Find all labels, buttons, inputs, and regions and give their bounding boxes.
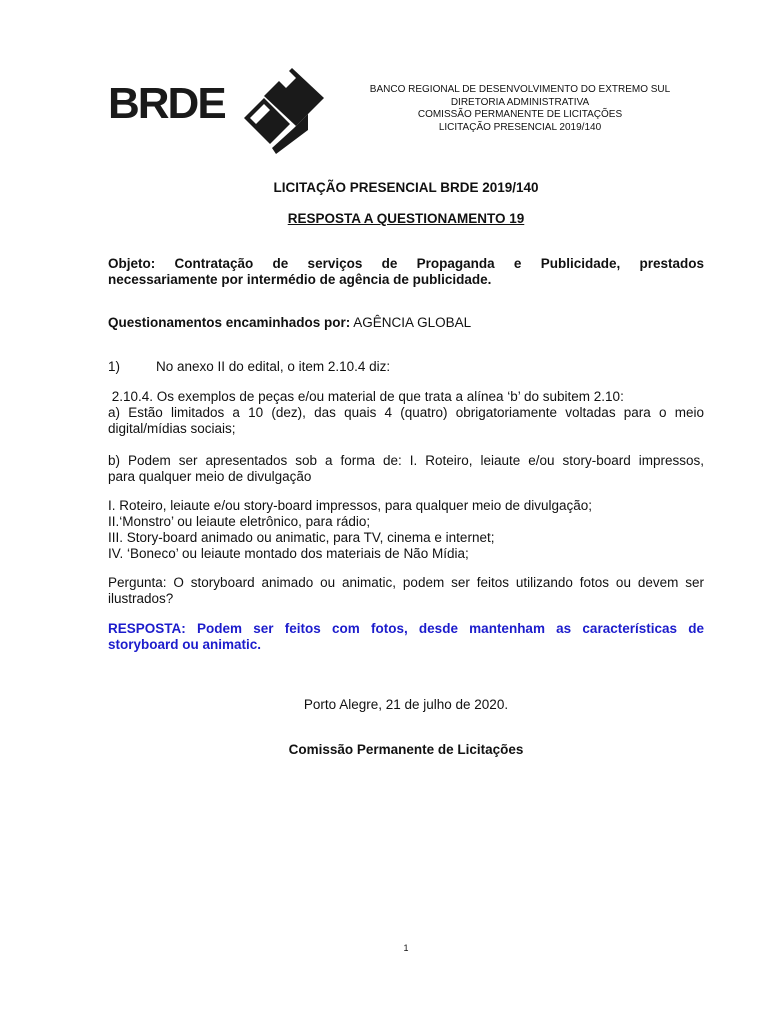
item-number: 1) [108, 359, 121, 374]
paragraph-b [108, 453, 704, 485]
questionamentos-value: AGÊNCIA GLOBAL [350, 315, 472, 330]
paragraph-line: RESPOSTA: Podem ser feitos com fotos, desde mantenham as características de [108, 621, 704, 636]
resposta-paragraph [108, 621, 704, 653]
objeto-line: necessariamente por intermédio de agência de publicidade. [108, 272, 492, 287]
logo-text: BRDE [108, 79, 225, 128]
document-title: LICITAÇÃO PRESENCIAL BRDE 2019/140 [273, 180, 539, 195]
paragraph-line: 2.10.4. Os exemplos de peças e/ou material de que trata a alínea ‘b’ do subitem 2.10: [108, 389, 624, 404]
header-line-directorate: DIRETORIA ADMINISTRATIVA [450, 96, 590, 108]
brde-logo [108, 68, 323, 154]
header-line-commission: COMISSÃO PERMANENTE DE LICITAÇÕES [417, 109, 623, 120]
objeto-line: Objeto: Contratação de serviços de Propaganda e Publicidade, prestados [108, 256, 704, 271]
header-line-bank: BANCO REGIONAL DE DESENVOLVIMENTO DO EXTREMO SUL [369, 84, 671, 95]
paragraph-line: a) Estão limitados a 10 (dez), das quais 4 (quatro) obrigatoriamente voltadas para o meio [108, 405, 704, 420]
questionamentos-line [108, 315, 704, 331]
objeto-paragraph [108, 256, 704, 288]
pergunta-paragraph [108, 575, 704, 607]
paragraph-line: digital/mídias sociais; [108, 421, 236, 436]
paragraph-line: b) Podem ser apresentados sob a forma de: I. Roteiro, leiaute e/ou story-board impressos, [108, 453, 704, 468]
paragraph-line: Pergunta: O storyboard animado ou animatic, podem ser feitos utilizando fotos ou devem ser [108, 575, 704, 590]
institution-header [345, 84, 695, 134]
paragraph-line: ilustrados? [108, 591, 174, 606]
paragraph-line: storyboard ou animatic. [108, 637, 262, 652]
page-number: 1 [403, 943, 409, 953]
list-item: III. Story-board animado ou animatic, para TV, cinema e internet; [108, 530, 495, 545]
list-item: IV. ‘Boneco’ ou leiaute montado dos materiais de Não Mídia; [108, 546, 469, 561]
place-date: Porto Alegre, 21 de julho de 2020. [303, 697, 509, 712]
brde-diamond-logo-icon [244, 68, 324, 154]
header-line-bid: LICITAÇÃO PRESENCIAL 2019/140 [438, 121, 602, 133]
signature-commission: Comissão Permanente de Licitações [288, 742, 524, 757]
paragraph-line: para qualquer meio de divulgação [108, 469, 312, 484]
paragraph-list [108, 498, 704, 562]
list-item: I. Roteiro, leiaute e/ou story-board impressos, para qualquer meio de divulgação; [108, 498, 593, 513]
item-1 [108, 359, 704, 375]
paragraph-2-10-4 [108, 389, 704, 437]
item-text: No anexo II do edital, o item 2.10.4 diz: [156, 359, 391, 374]
questionamentos-label: Questionamentos encaminhados por: [108, 315, 351, 330]
document-subtitle: RESPOSTA A QUESTIONAMENTO 19 [287, 211, 525, 226]
list-item: II.‘Monstro’ ou leiaute eletrônico, para rádio; [108, 514, 371, 529]
